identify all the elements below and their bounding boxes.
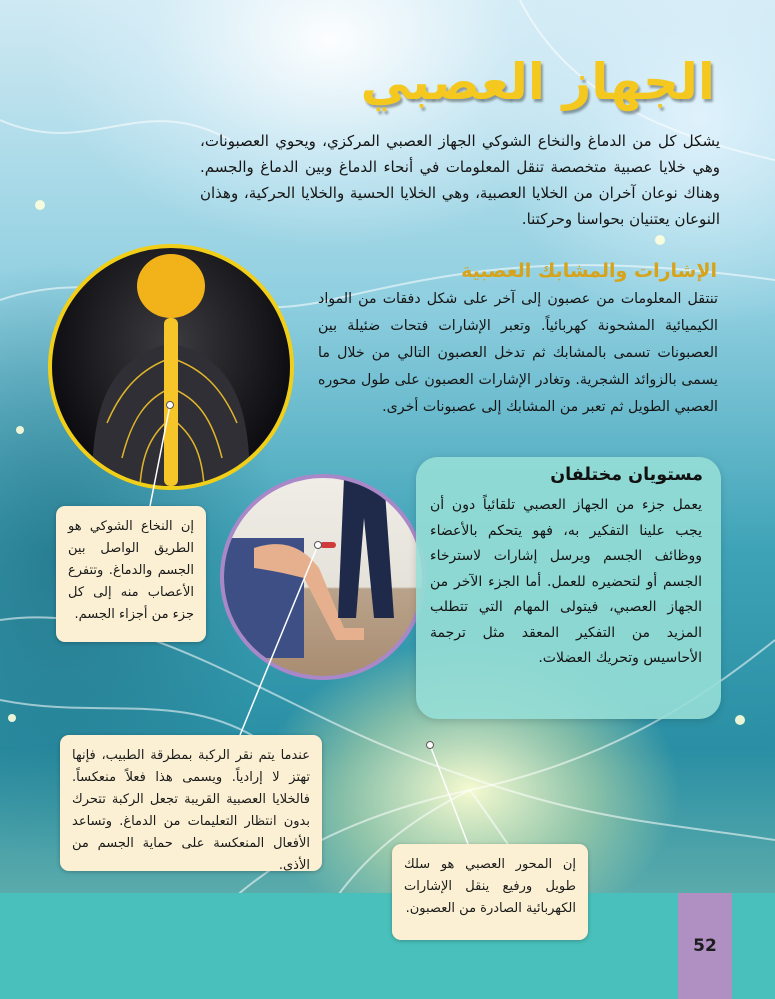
axon-pointer-line (430, 745, 468, 844)
levels-paragraph: يعمل جزء من الجهاز العصبي تلقائياً دون أن يجب علينا التفكير به، فهو يتحكم بالأعضاء ووظائف الجسم ويرسل إشارات لاسترخاء الجسم أو لتحضيره للعمل. أما الجزء الآخر من الجهاز العصبي، فيتولى المهام التي تتطلب المزيد من التفكير المعقد مثل ترجمة الأحاسيس وتحريك العضلات. (430, 497, 702, 666)
bottom-band (0, 893, 775, 999)
spinal-pointer-dot (167, 402, 174, 409)
page-title: الجهاز العصبي (360, 53, 715, 111)
intro-paragraph: يشكل كل من الدماغ والنخاع الشوكي الجهاز العصبي المركزي، ويحوي العصبونات، وهي خلايا عصبية متخصصة تنقل المعلومات في أنحاء الدماغ وبين الدماغ والجسم. وهناك نوعان آخران من الخلايا العصبية، وهي الخلايا الحسية والخلايا الحركية، وهذان النوعان يعتنيان بحواسنا وحركتنا. (200, 132, 720, 228)
page-number: 52 (693, 936, 717, 956)
axon-callout: إن المحور العصبي هو سلك طويل ورفيع ينقل الإشارات الكهربائية الصادرة من العصبون. (392, 844, 588, 940)
knee-pointer-line (240, 545, 318, 735)
knee-pointer-dot (315, 542, 322, 549)
levels-heading: مستويان مختلفان (550, 465, 703, 485)
spinal-cord-callout: إن النخاع الشوكي هو الطريق الواصل بين الجسم والدماغ. وتتفرع الأعصاب منه إلى كل جزء من أجزاء الجسم. (56, 506, 206, 642)
knee-reflex-callout: عندما يتم نقر الركبة بمطرقة الطبيب، فإنها تهتز لا إرادياً. ويسمى هذا فعلاً منعكساً. فالخلايا العصبية القريبة تجعل الركبة تتحرك بدون انتظار التعليمات من الدماغ. وتساعد الأفعال المنعكسة على حماية الجسم من الأذى. (60, 735, 322, 871)
page-number-box (678, 893, 732, 999)
signals-heading: الإشارات والمشابك العصبية (461, 260, 717, 282)
axon-pointer-dot (427, 742, 434, 749)
signals-paragraph: تنتقل المعلومات من عصبون إلى آخر على شكل دفقات من المواد الكيميائية المشحونة كهربائياً. وتعبر الإشارات فتحات ضئيلة بين العصبونات تسمى بالمشابك ثم تدخل العصبون التالي من خلال ما يسمى بالزوائد الشجرية. وتغادر الإشارات العصبون على طول محوره العصبي الطويل ثم تعبر من المشابك إلى عصبونات أخرى. (318, 291, 718, 415)
spinal-pointer-line (150, 405, 170, 506)
